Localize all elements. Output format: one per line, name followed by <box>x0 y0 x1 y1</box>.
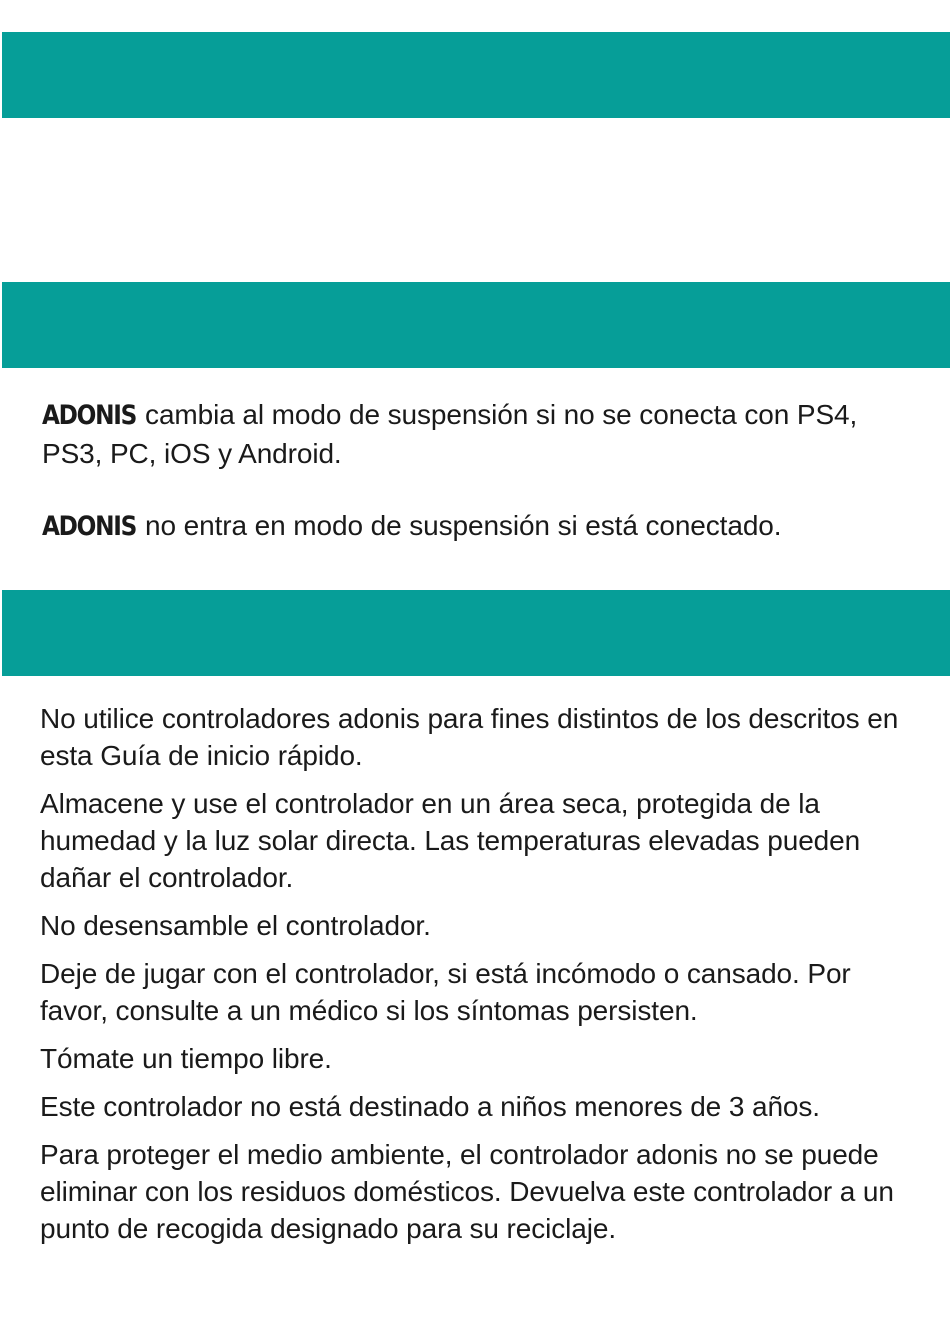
header-band-safety <box>2 590 950 676</box>
list-item: Para proteger el medio ambiente, el controlador adonis no se puede eliminar con los residuos domésticos. Devuelva este controlador a un punto de recogida designado para su reciclaje. <box>40 1139 894 1244</box>
list-item: Este controlador no está destinado a niños menores de 3 años. <box>40 1091 820 1122</box>
list-item: No utilice controladores adonis para fines distintos de los descritos en esta Guía de inicio rápido. <box>40 703 899 771</box>
list-item: Almacene y use el controlador en un área seca, protegida de la humedad y la luz solar directa. Las temperaturas elevadas pueden dañar el controlador. <box>40 788 861 893</box>
suspension-paragraph-2 <box>42 507 922 546</box>
safety-list <box>40 700 920 1258</box>
suspension-text-1: cambia al modo de suspensión si no se conecta con PS4, PS3, PC, iOS y Android. <box>42 399 858 469</box>
brand-logo: ADONIS <box>42 511 137 542</box>
header-band-suspension <box>2 282 950 368</box>
brand-logo: ADONIS <box>42 400 137 431</box>
list-item: Tómate un tiempo libre. <box>40 1043 332 1074</box>
suspension-text-2: no entra en modo de suspensión si está conectado. <box>137 510 782 541</box>
suspension-paragraph-1 <box>42 396 922 473</box>
list-item: Deje de jugar con el controlador, si está incómodo o cansado. Por favor, consulte a un médico si los síntomas persisten. <box>40 958 851 1026</box>
list-item: No desensamble el controlador. <box>40 910 431 941</box>
header-band-top <box>2 32 950 118</box>
